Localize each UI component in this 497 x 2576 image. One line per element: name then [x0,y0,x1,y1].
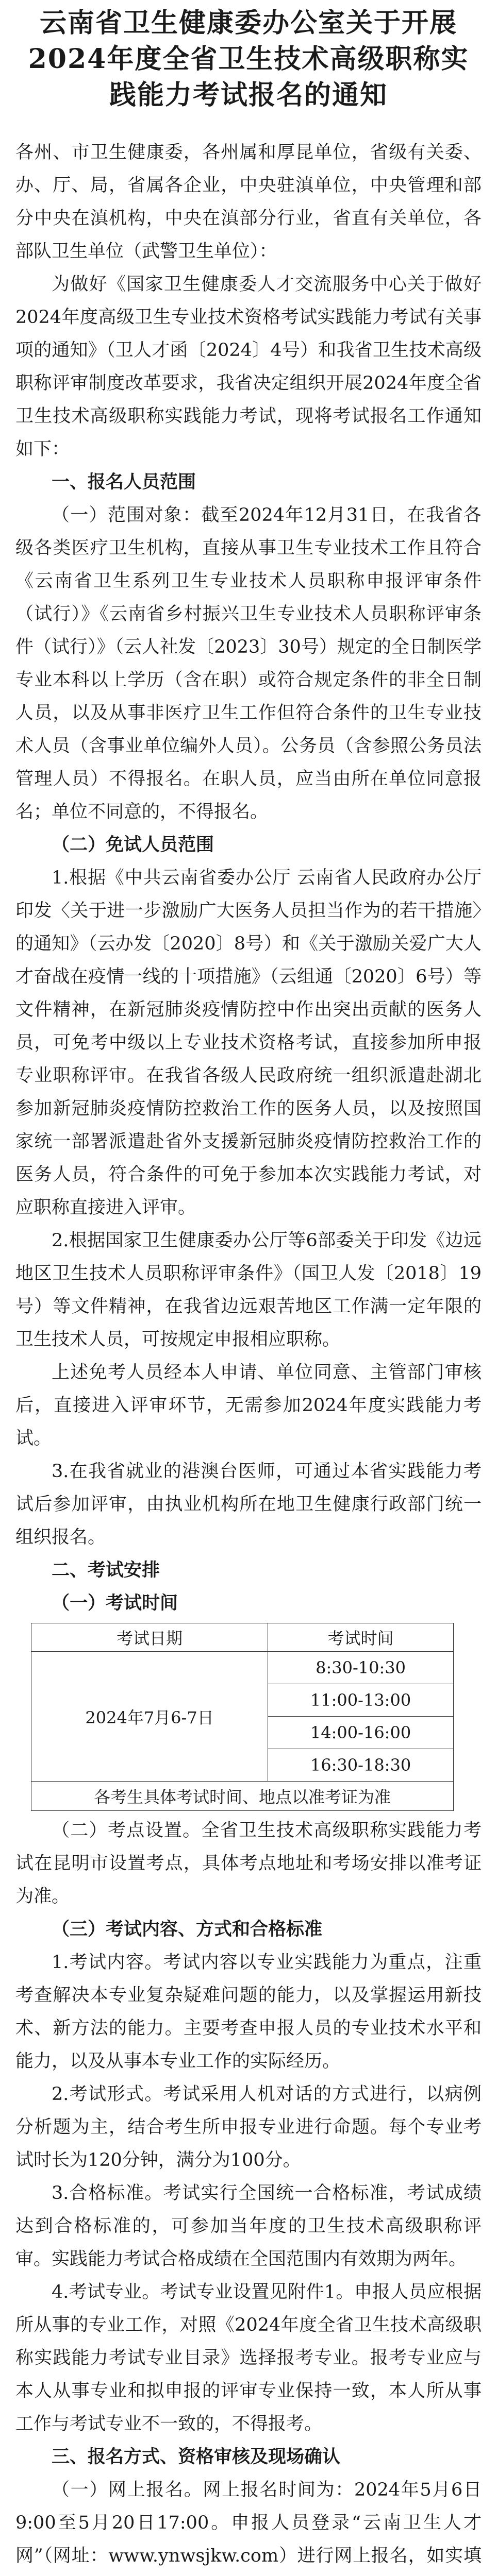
document-body [15,136,482,1620]
paragraph: 1.考试内容。考试内容以专业实践能力为重点，注重考查解决本专业复杂疑难问题的能力，以及掌握运用新技术、新方法的能力。主要考查申报人员的专业技术水平和能力，以及从事本专业工作的实际经历。 [15,1952,482,2072]
schedule-header-time: 考试时间 [268,1623,454,1652]
document-title: 云南省卫生健康委办公室关于开展2024年度全省卫生技术高级职称实践能力考试报名的通知 [28,7,469,111]
schedule-time-slot: 8:30-10:30 [268,1652,454,1684]
paragraph: 各州、市卫生健康委，各州属和厚昆单位，省级有关委、办、厅、局，省属各企业，中央驻滇单位，中央管理和部分中央在滇机构，中央在滇部分行业，省直有关单位，各部队卫生单位（武警卫生单位）： [15,142,482,262]
exam-schedule-table [31,1623,454,1811]
document-body-continued [15,1814,482,2576]
paragraph: （一）范围对象：截至2024年12月31日，在我省各级各类医疗卫生机构，直接从事卫生专业技术工作且符合《云南省卫生系列卫生专业技术人员职称申报评审条件（试行）》《云南省乡村振兴卫生专业技术人员职称评审条件（试行）》（云人社发〔2023〕30号）规定的全日制医学专业本科以上学历（含在职）或符合规定条件的非全日制人员，以及从事非医疗卫生工作但符合条件的卫生专业技术人员（含事业单位编外人员）。公务员（含参照公务员法管理人员）不得报名。在职人员，应当由所在单位同意报名；单位不同意的，不得报名。 [15,505,482,822]
paragraph: 4.考试专业。考试专业设置见附件1。申报人员应根据所从事的专业工作，对照《2024年度全省卫生技术高级职称实践能力考试专业目录》选择报考专业。报考专业应与本人从事专业和拟申报的评审专业保持一致，本人所从事工作与考试专业不一致的，不得报考。 [15,2282,482,2434]
section-heading: 一、报名人员范围 [52,471,196,493]
schedule-time-slot: 14:00-16:00 [268,1717,454,1749]
paragraph: （一）网上报名。网上报名时间为：2024年5月6日9:00至5月20日17:00。申报人员登录“云南卫生人才网”（网址：www.ynwsjkw.com）进行网上报名，如实填 [15,2480,482,2566]
section-heading: （三）考试内容、方式和合格标准 [52,1919,323,1940]
paragraph: 1.根据《中共云南省委办公厅 云南省人民政府办公厅印发〈关于进一步激励广大医务人员担当作为的若干措施〉的通知》（云办发〔2020〕8号）和《关于激励关爱广大人才奋战在疫情一线的十项措施》（云组通〔2020〕6号）等文件精神，在新冠肺炎疫情防控中作出突出贡献的医务人员，可免考中级以上专业技术资格考试，直接参加所申报专业职称评审。在我省各级人民政府统一组织派遣赴湖北参加新冠肺炎疫情防控救治工作的医务人员，以及按照国家统一部署派遣赴省外支援新冠肺炎疫情防控救治工作的医务人员，符合条件的可免于参加本次实践能力考试，对应职称直接进入评审。 [15,868,482,1218]
paragraph: （二）考点设置。全省卫生技术高级职称实践能力考试在昆明市设置考点，具体考点地址和考场安排以准考证为准。 [15,1820,482,1907]
paragraph: 2.考试形式。考试采用人机对话的方式进行，以病例分析题为主，结合考生所申报专业进行命题。每个专业考试时长为120分钟，满分为100分。 [15,2084,482,2171]
paragraph: 2.根据国家卫生健康委办公厅等6部委关于印发《边远地区卫生技术人员职称评审条件》（国卫人发〔2018〕19号）等文件精神，在我省边远艰苦地区工作满一定年限的卫生技术人员，可按规定申报相应职称。 [15,1230,482,1350]
schedule-note: 各考生具体考试时间、地点以准考证为准 [31,1782,454,1811]
section-heading: 二、考试安排 [52,1560,160,1581]
paragraph: 为做好《国家卫生健康委人才交流服务中心关于做好2024年度高级卫生专业技术资格考试实践能力考试有关事项的通知》（卫人才函〔2024〕4号）和我省卫生技术高级职称评审制度改革要求，我省决定组织开展2024年度全省卫生技术高级职称实践能力考试，现将考试报名工作通知如下： [15,274,482,460]
section-heading: （一）考试时间 [52,1592,178,1614]
schedule-date: 2024年7月6-7日 [31,1652,268,1782]
schedule-header-date: 考试日期 [31,1623,268,1652]
paragraph: 3.合格标准。考试实行全国统一合格标准，考试成绩达到合格标准的，可参加当年度的卫生技术高级职称评审。实践能力考试合格成绩在全国范围内有效期为两年。 [15,2183,482,2269]
paragraph: 上述免考人员经本人申请、单位同意、主管部门审核后，直接进入评审环节，无需参加2024年度实践能力考试。 [15,1362,482,1449]
schedule-time-slot: 11:00-13:00 [268,1684,454,1717]
paragraph: 3.在我省就业的港澳台医师，可通过本省实践能力考试后参加评审，由执业机构所在地卫生健康行政部门统一组织报名。 [15,1461,482,1548]
section-heading: 三、报名方式、资格审核及现场确认 [52,2446,341,2467]
section-heading: （二）免试人员范围 [52,834,214,855]
schedule-time-slot: 16:30-18:30 [268,1749,454,1782]
